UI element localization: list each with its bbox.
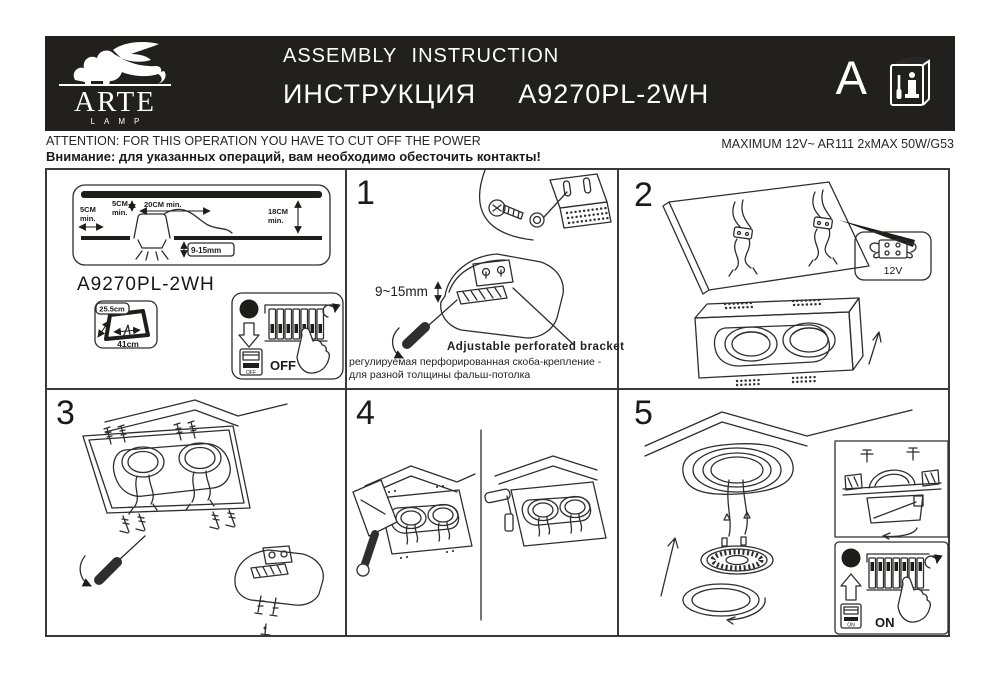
brand-subtitle: LAMP — [90, 117, 149, 126]
step-2-number: 2 — [634, 176, 653, 214]
arrow-up — [661, 538, 678, 596]
dim-recess: 9-15mm — [191, 246, 222, 255]
clearance-diagram — [73, 185, 330, 265]
step-1-number: 1 — [356, 174, 375, 212]
dim-side-cm: 5CM — [80, 205, 96, 214]
lamp-installation — [661, 444, 793, 624]
bracket-detail — [235, 546, 323, 635]
dim-depth-cm: 18CM — [268, 207, 289, 216]
paint-roller-icon — [484, 488, 513, 531]
step-3-number: 3 — [56, 394, 75, 432]
pointing-hand-icon — [297, 328, 329, 373]
dim-side-min: min. — [80, 214, 96, 223]
mounted-plate — [83, 426, 250, 514]
step-4-diagram — [345, 388, 617, 637]
arrow-up-icon — [841, 574, 861, 600]
gap-label: 9~15mm — [375, 284, 428, 299]
arrow-down-icon — [239, 323, 259, 347]
meter-on-label: ON — [847, 622, 855, 629]
cutout-width: 41cm — [117, 339, 139, 349]
title-ru: ИНСТРУКЦИЯ A9270PL-2WH — [283, 79, 710, 109]
meter-off-icon — [240, 349, 262, 376]
badge-b: B — [847, 553, 855, 565]
dial-off: OFF — [329, 303, 338, 308]
cross-section-inset — [835, 441, 948, 539]
step-3-diagram — [45, 388, 345, 637]
dim-depth-min: min. — [268, 216, 284, 225]
trim-ring-icon — [683, 584, 759, 616]
rotate-arrow — [393, 328, 403, 358]
cutout-size-diagram — [95, 301, 157, 349]
cutout-height: 25.5cm — [99, 304, 125, 314]
screwdriver-shaft — [429, 300, 457, 325]
meter-off-label: OFF — [246, 370, 256, 376]
fixture-body — [695, 298, 881, 385]
mounting-screws — [104, 421, 235, 533]
header-bar — [45, 36, 955, 131]
screwdriver-handle — [407, 327, 425, 344]
meter-on-icon — [841, 604, 861, 629]
arrow-up — [869, 332, 881, 364]
attention-line-en: ATTENTION: FOR THIS OPERATION YOU HAVE TO CUT OFF THE POWER — [46, 134, 481, 148]
ar111-lamp-icon — [701, 546, 773, 574]
titles — [283, 45, 709, 110]
step-2-diagram — [617, 168, 950, 388]
painting-view — [484, 456, 606, 546]
manual-book-icon — [885, 53, 933, 111]
breaker-switches-off — [269, 309, 324, 339]
putty-knife-icon — [353, 480, 397, 576]
arte-lamp-logo — [59, 38, 171, 129]
model-number: A9270PL-2WH — [518, 79, 710, 109]
puttying-view — [353, 466, 475, 576]
badge-a: A — [245, 304, 253, 316]
dim-top-min: min. — [112, 208, 128, 217]
power-on-panel — [835, 542, 948, 634]
series-letter: A — [835, 51, 867, 104]
step-4-number: 4 — [356, 394, 375, 432]
screwdriver — [80, 536, 145, 586]
product-model-label: A9270PL-2WH — [77, 274, 215, 295]
step-1-diagram — [345, 168, 617, 388]
off-label: OFF — [270, 358, 296, 373]
step-5-number: 5 — [634, 394, 653, 432]
step-1-caption-en: Adjustable perforated bracket — [447, 341, 625, 353]
step-5-diagram — [617, 388, 950, 637]
brand-name: ARTE — [59, 84, 171, 118]
dim-top-cm: 5CM — [112, 199, 128, 208]
winged-lion-icon — [63, 40, 167, 86]
title-en: ASSEMBLY INSTRUCTION — [283, 45, 560, 67]
voltage-label: 12V — [883, 265, 903, 277]
max-rating-spec: MAXIMUM 12V~ AR111 2xMAX 50W/G53 — [721, 137, 954, 151]
ceiling-tile-with-wires — [663, 182, 869, 294]
attention-line-ru: Внимание: для указанных операций, вам необходимо обесточить контакты! — [46, 149, 541, 164]
on-label: ON — [875, 615, 895, 630]
dial-on: ON — [932, 554, 939, 559]
pointing-hand-icon — [898, 577, 930, 622]
dim-span: 20CM min. — [144, 200, 182, 209]
screw-icon — [489, 200, 523, 219]
power-off-panel — [232, 293, 343, 379]
step-1-caption-ru: регулируемая перфорированная скоба-крепление - для разной толщины фальш-потолка — [349, 356, 602, 381]
breaker-switches-on — [869, 558, 924, 588]
